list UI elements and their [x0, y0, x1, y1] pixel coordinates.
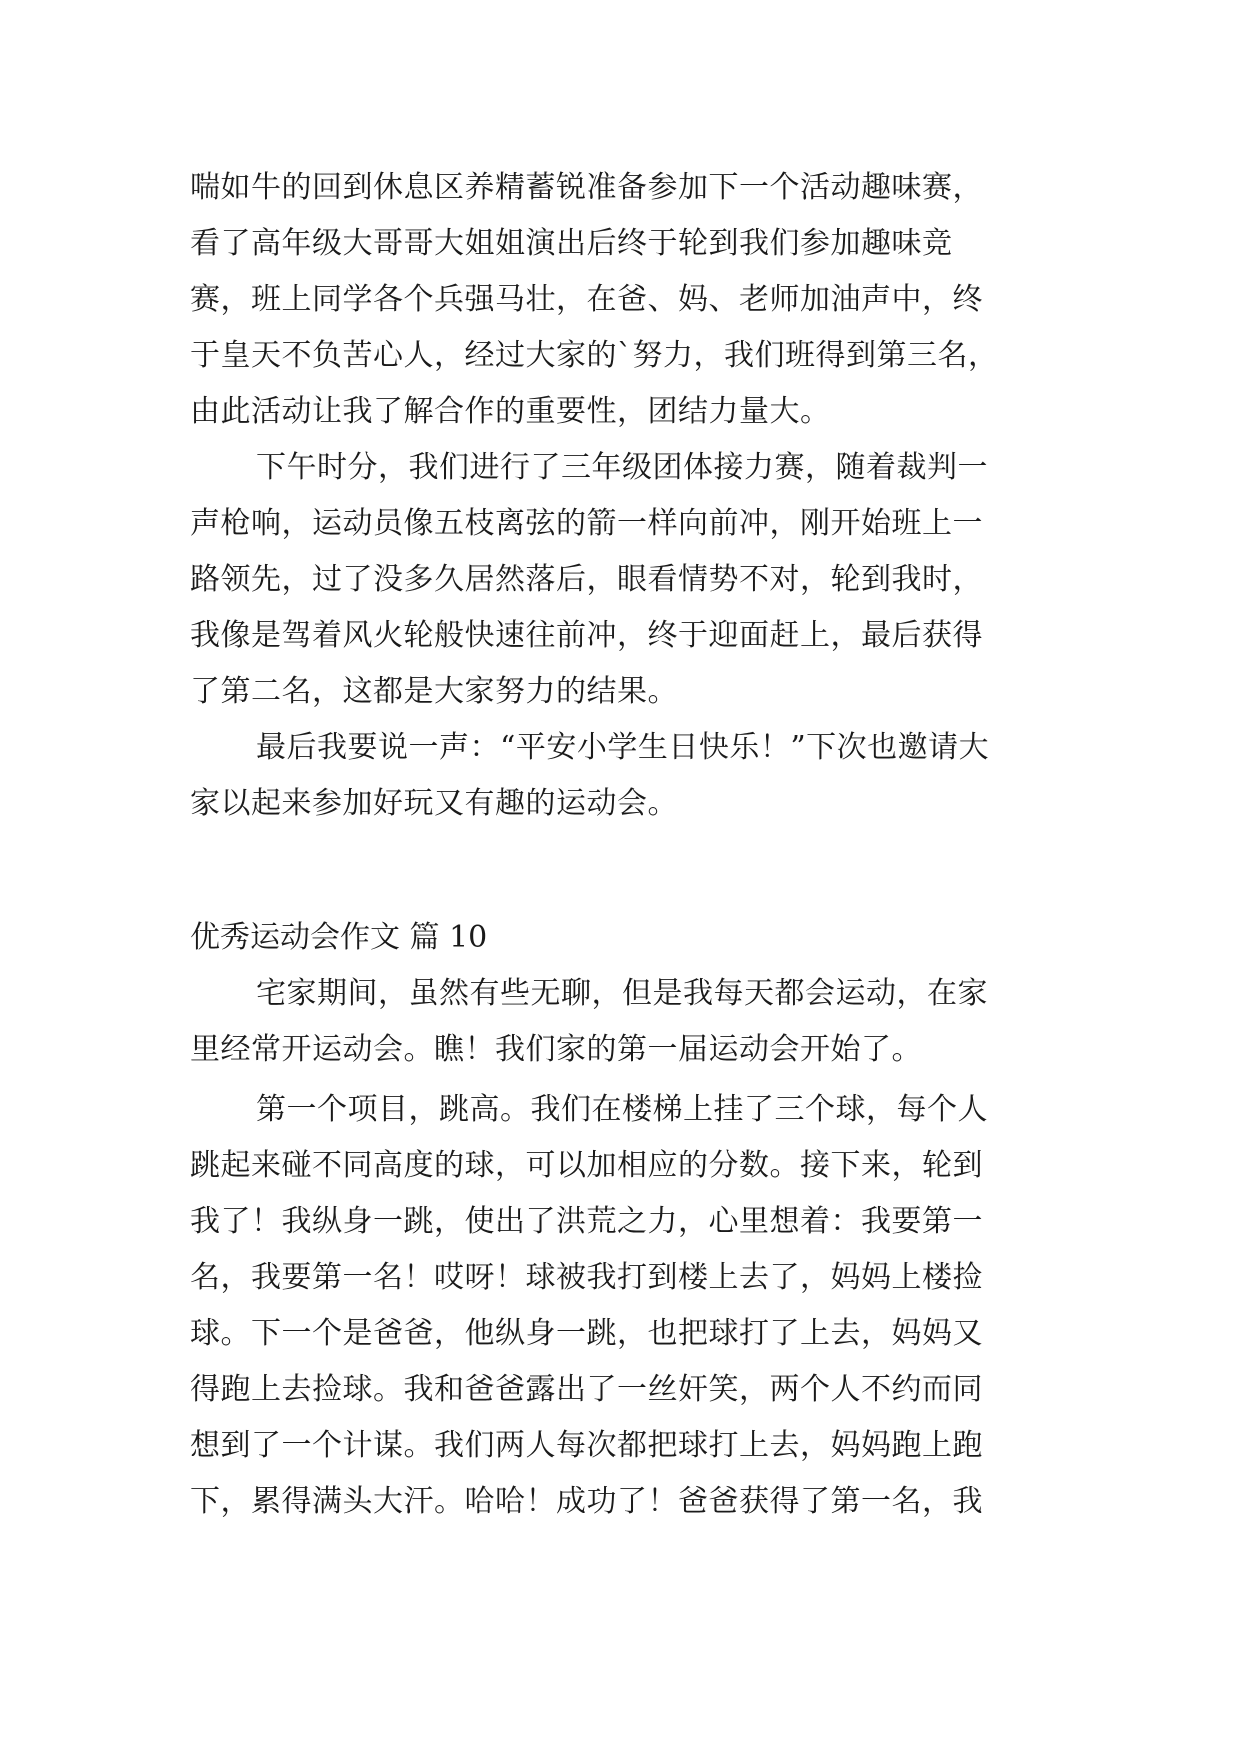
paragraph-line: 里经常开运动会。瞧！我们家的第一届运动会开始了。: [190, 1032, 922, 1067]
paragraph-line: 了第二名，这都是大家努力的结果。: [190, 674, 678, 709]
paragraph-line: 由此活动让我了解合作的重要性，团结力量大。: [190, 394, 831, 429]
paragraph-line: 喘如牛的回到休息区养精蓄锐准备参加下一个活动趣味赛，: [190, 170, 983, 205]
section-heading: 优秀运动会作文 篇 10: [190, 920, 488, 955]
paragraph-line: 我像是驾着风火轮般快速往前冲，终于迎面赶上，最后获得: [190, 618, 983, 653]
paragraph-line: 声枪响，运动员像五枝离弦的箭一样向前冲，刚开始班上一: [190, 506, 983, 541]
paragraph-line: 下，累得满头大汗。哈哈！成功了！爸爸获得了第一名，我: [190, 1484, 983, 1519]
paragraph-line: 名，我要第一名！哎呀！球被我打到楼上去了，妈妈上楼捡: [190, 1260, 983, 1295]
paragraph-line: 于皇天不负苦心人，经过大家的`努力，我们班得到第三名，: [190, 338, 999, 373]
paragraph-line: 最后我要说一声：“平安小学生日快乐！”下次也邀请大: [256, 730, 990, 765]
paragraph-line: 跳起来碰不同高度的球，可以加相应的分数。接下来，轮到: [190, 1148, 983, 1183]
paragraph-line: 第一个项目，跳高。我们在楼梯上挂了三个球，每个人: [256, 1092, 988, 1127]
paragraph-line: 赛，班上同学各个兵强马壮，在爸、妈、老师加油声中，终: [190, 282, 983, 317]
paragraph-line: 想到了一个计谋。我们两人每次都把球打上去，妈妈跑上跑: [190, 1428, 983, 1463]
paragraph-line: 路领先，过了没多久居然落后，眼看情势不对，轮到我时，: [190, 562, 983, 597]
paragraph-line: 球。下一个是爸爸，他纵身一跳，也把球打了上去，妈妈又: [190, 1316, 983, 1351]
paragraph-line: 得跑上去捡球。我和爸爸露出了一丝奸笑，两个人不约而同: [190, 1372, 983, 1407]
paragraph-line: 宅家期间，虽然有些无聊，但是我每天都会运动，在家: [256, 976, 988, 1011]
paragraph-line: 家以起来参加好玩又有趣的运动会。: [190, 786, 678, 821]
paragraph-line: 看了高年级大哥哥大姐姐演出后终于轮到我们参加趣味竞: [190, 226, 953, 261]
paragraph-line: 下午时分，我们进行了三年级团体接力赛，随着裁判一: [256, 450, 988, 485]
paragraph-line: 我了！我纵身一跳，使出了洪荒之力，心里想着：我要第一: [190, 1204, 983, 1239]
